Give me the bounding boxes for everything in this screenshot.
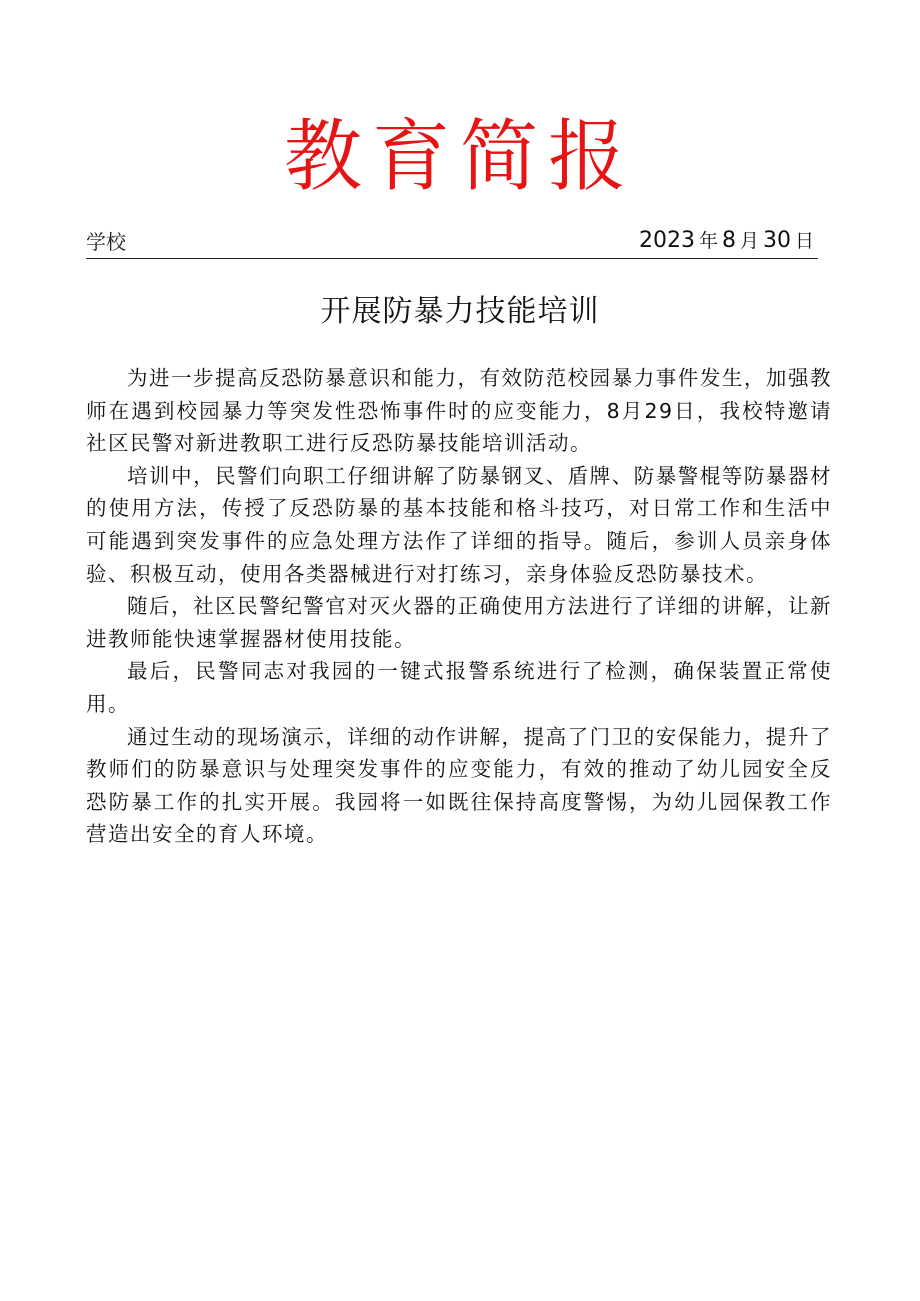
paragraph: 最后，民警同志对我园的一键式报警系统进行了检测，确保装置正常使用。 [86,659,832,716]
article-title: 开展防暴力技能培训 [320,294,600,329]
paragraph: 随后，社区民警纪警官对灭火器的正确使用方法进行了详细的讲解，让新进教师能快速掌握器材使用技能。 [86,594,832,651]
paragraph: 为进一步提高反恐防暴意识和能力，有效防范校园暴力事件发生，加强教师在遇到校园暴力等突发性恐怖事件时的应变能力，8月29日，我校特邀请社区民警对新进教职工进行反恐防暴技能培训活动。 [86,366,832,456]
date-day-unit: 日 [794,230,814,252]
paragraph: 培训中，民警们向职工仔细讲解了防暴钢叉、盾牌、防暴警棍等防暴器材的使用方法，传授了反恐防暴的基本技能和格斗技巧，对日常工作和生活中可能遇到突发事件的应急处理方法作了详细的指导。随后，参训人员亲身体验、积极互动，使用各类器械进行对打练习，亲身体验反恐防暴技术。 [86,463,832,586]
date-day: 30 [762,228,791,253]
school-label: 学校 [86,230,126,254]
issue-date [639,226,818,256]
article-body [86,362,832,851]
masthead-title: 教育简报 [283,112,636,202]
paragraph: 通过生动的现场演示，详细的动作讲解，提高了门卫的安保能力，提升了教师们的防暴意识与处理突发事件的应变能力，有效的推动了幼儿园安全反恐防暴工作的扎实开展。我园将一如既往保持高度警惕，为幼儿园保教工作营造出安全的育人环境。 [86,724,832,847]
date-year-unit: 年 [698,230,718,252]
date-year: 2023 [638,228,695,253]
date-month-unit: 月 [739,230,759,252]
date-month: 8 [721,228,736,253]
info-line [86,226,818,259]
